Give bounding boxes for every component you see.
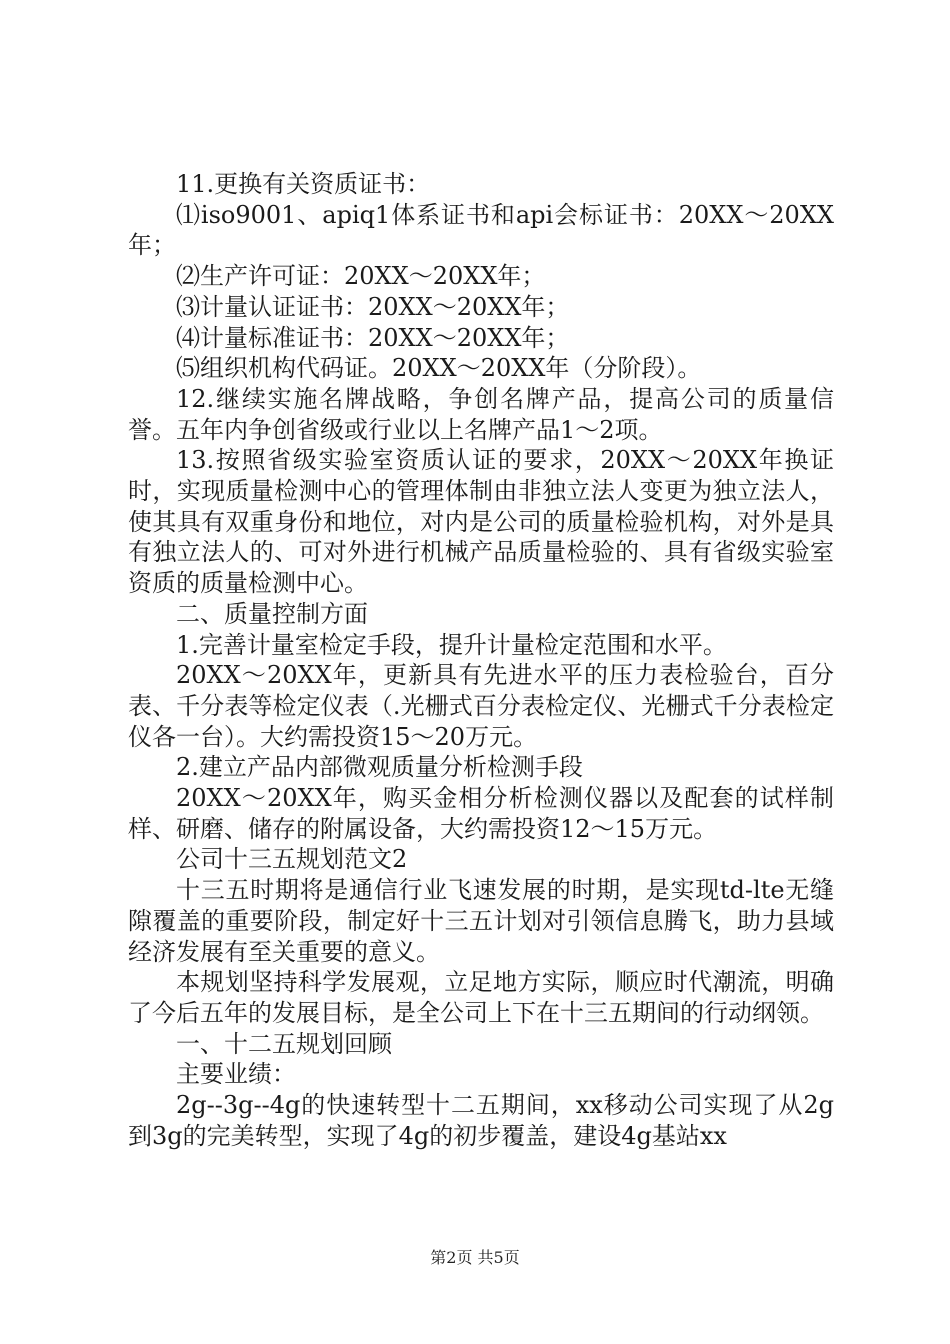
paragraph-cert-org-code: ⑸组织机构代码证。20XX～20XX年（分阶段）。 bbox=[176, 354, 702, 383]
paragraph-cert-production: ⑵生产许可证：20XX～20XX年； bbox=[176, 262, 546, 291]
paragraph-qc-item-2-detail: 20XX～20XX年，购买金相分析检测仪器以及配套的试样制样、研磨、储存的附属设备，大约需投资12～15万元。 bbox=[128, 784, 834, 843]
page-number-footer: 第2页 共5页 bbox=[430, 1248, 520, 1267]
paragraph-item-11: 11.更换有关资质证书： bbox=[176, 170, 431, 198]
paragraph-item-13: 13.按照省级实验室资质认证的要求，20XX～20XX年换证时，实现质量检测中心的管理体制由非独立法人变更为独立法人，使其具有双重身份和地位，对内是公司的质量检验机构，对外是具有独立法人的、可对外进行机械产品质量检验的、具有省级实验室资质的质量检测中心。 bbox=[128, 446, 834, 598]
paragraph-cert-metrology: ⑶计量认证证书：20XX～20XX年； bbox=[176, 292, 570, 321]
paragraph-intro: 十三五时期将是通信行业飞速发展的时期，是实现td-lte无缝隙覆盖的重要阶段，制定好十三五计划对引领信息腾飞，助力县域经济发展有至关重要的意义。 bbox=[128, 876, 834, 966]
paragraph-cert-iso: ⑴iso9001、apiq1体系证书和api会标证书：20XX～20XX年； bbox=[128, 200, 834, 260]
paragraph-transition: 2g--3g--4g的快速转型十二五期间，xx移动公司实现了从2g到3g的完美转型，实现了4g的初步覆盖，建设4g基站xx bbox=[128, 1091, 834, 1150]
paragraph-qc-item-1: 1.完善计量室检定手段，提升计量检定范围和水平。 bbox=[176, 630, 727, 659]
paragraph-item-12: 12.继续实施名牌战略，争创名牌产品，提高公司的质量信誉。五年内争创省级或行业以上名牌产品1～2项。 bbox=[128, 384, 834, 444]
section-heading-quality-control: 二、质量控制方面 bbox=[176, 599, 368, 628]
paragraph-qc-item-1-detail: 20XX～20XX年，更新具有先进水平的压力表检验台，百分表、千分表等检定仪表（.光栅式百分表检定仪、光栅式千分表检定仪各一台）。大约需投资15～20万元。 bbox=[128, 661, 834, 751]
paragraph-plan-principle: 本规划坚持科学发展观，立足地方实际，顺应时代潮流，明确了今后五年的发展目标，是全公司上下在十三五期间的行动纲领。 bbox=[128, 968, 834, 1027]
paragraph-achievements-label: 主要业绩： bbox=[176, 1060, 296, 1089]
paragraph-cert-standard: ⑷计量标准证书：20XX～20XX年； bbox=[176, 323, 570, 352]
document-body bbox=[128, 169, 834, 1152]
section-heading-review: 一、十二五规划回顾 bbox=[176, 1029, 392, 1058]
paragraph-sample-title: 公司十三五规划范文2 bbox=[176, 845, 408, 874]
paragraph-qc-item-2: 2.建立产品内部微观质量分析检测手段 bbox=[176, 753, 583, 782]
